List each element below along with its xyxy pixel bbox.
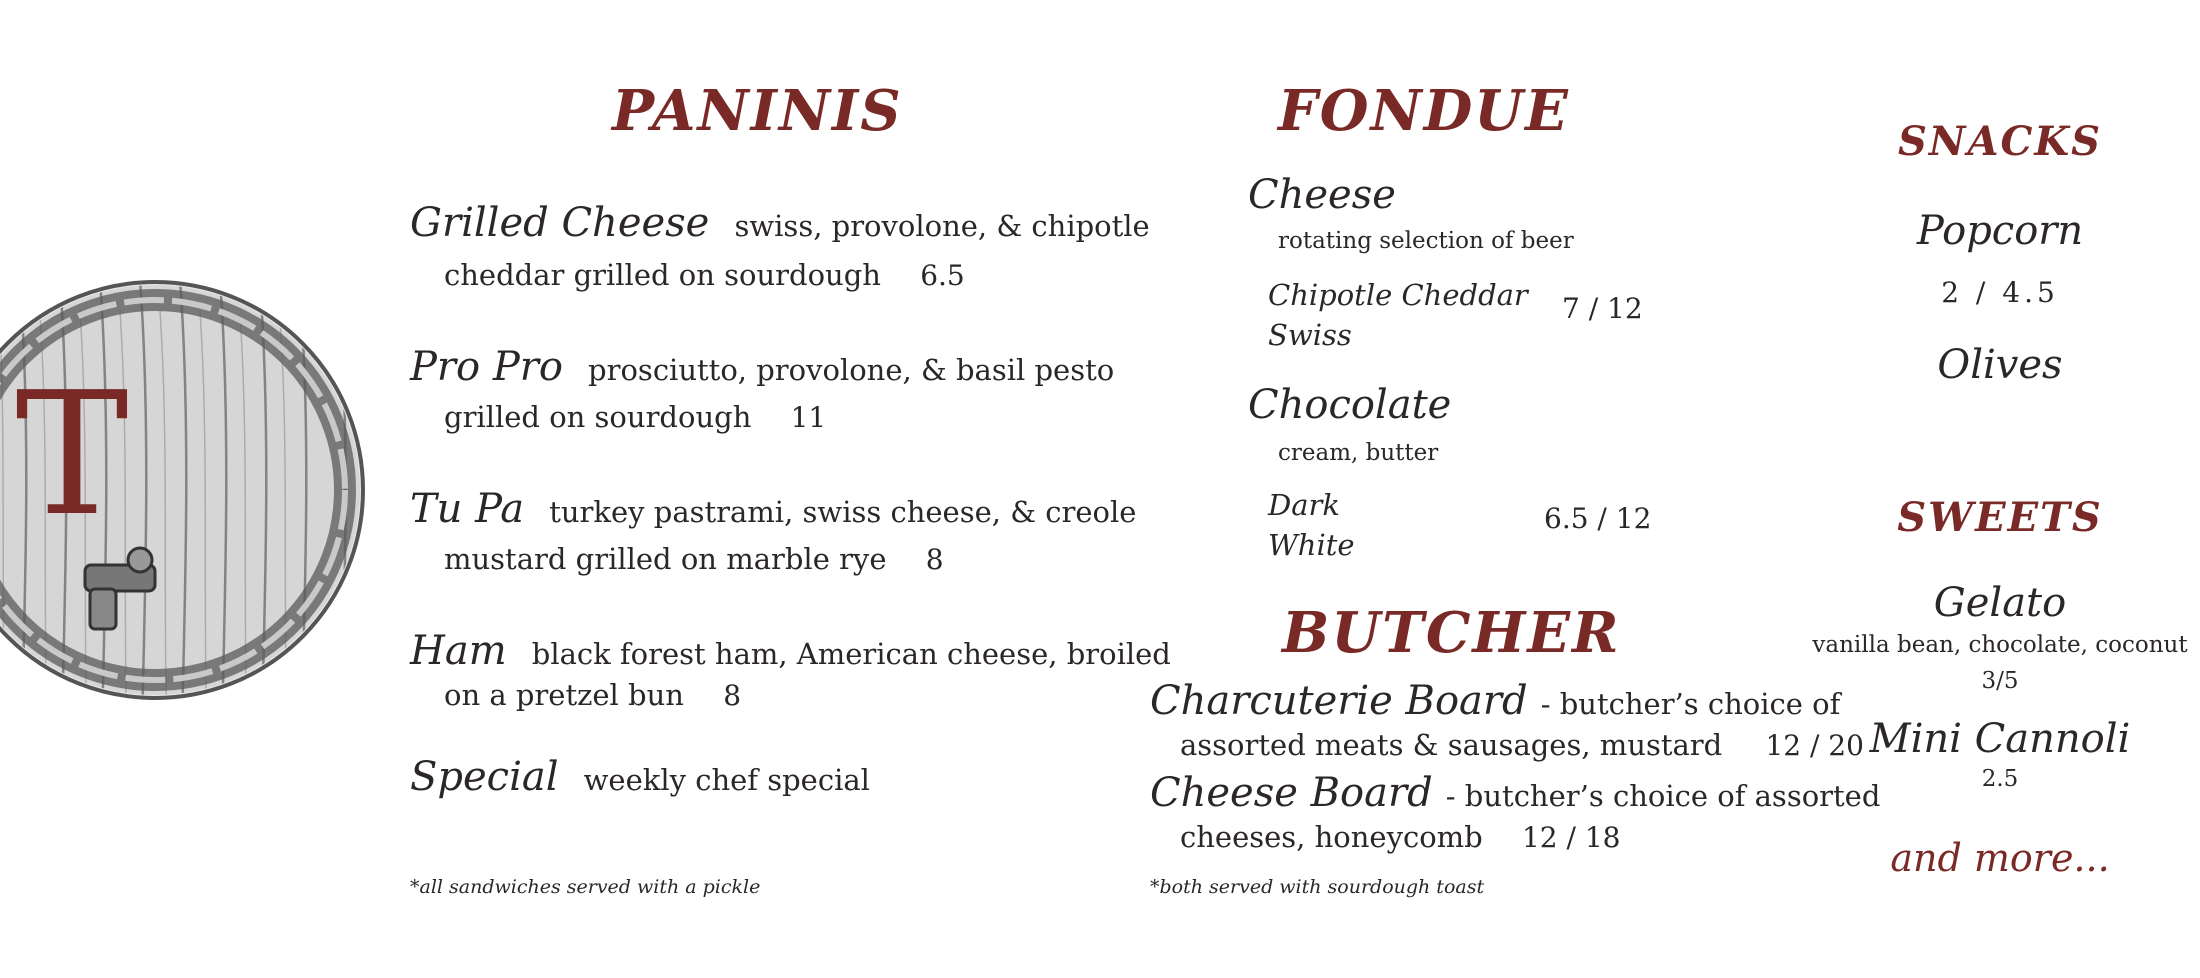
- item-desc: prosciutto, provolone, & basil pesto: [588, 353, 1115, 387]
- item-price: 8: [723, 679, 742, 712]
- sweets-heading: SWEETS: [1897, 494, 2103, 541]
- item-desc: cheddar grilled on sourdough: [444, 258, 881, 292]
- snack-price: 2 / 4.5: [1941, 276, 2059, 309]
- snack-name: Olives: [1937, 342, 2063, 388]
- item-desc: swiss, provolone, & chipotle: [734, 209, 1150, 243]
- item-price: 12 / 18: [1521, 821, 1621, 854]
- item-desc: mustard grilled on marble rye: [444, 542, 887, 576]
- sweet-name: Mini Cannoli: [1869, 716, 2131, 762]
- sweet-price: 3/5: [1981, 668, 2019, 694]
- item-desc: cheeses, honeycomb: [1180, 820, 1483, 854]
- fondue-option: Chipotle Cheddar: [1268, 278, 1528, 312]
- item-price: 8: [925, 543, 944, 576]
- snacks-heading: SNACKS: [1898, 118, 2102, 165]
- logo-letter: T: [15, 356, 129, 554]
- panini-item: [410, 344, 1114, 390]
- fondue-option: Dark: [1268, 488, 1340, 522]
- butcher-item: [1150, 770, 1880, 816]
- item-desc: - butcher’s choice of: [1540, 687, 1841, 721]
- item-desc: black forest ham, American cheese, broiled: [531, 637, 1171, 671]
- sweet-price: 2.5: [1981, 766, 2019, 792]
- panini-item: [410, 200, 1150, 246]
- item-price: 11: [790, 401, 827, 434]
- fondue-chocolate-price: 6.5 / 12: [1544, 502, 1652, 535]
- paninis-heading: PANINIS: [612, 78, 903, 144]
- item-name: Grilled Cheese: [410, 200, 710, 246]
- panini-item-line2: [444, 258, 965, 292]
- sweet-name: Gelato: [1933, 580, 2067, 626]
- fondue-chocolate-name: Chocolate: [1248, 382, 1452, 428]
- butcher-footnote: *both served with sourdough toast: [1150, 876, 1485, 898]
- item-name: Cheese Board: [1150, 770, 1433, 816]
- panini-item: [410, 628, 1171, 674]
- butcher-item-line2: [1180, 728, 1864, 762]
- sweet-desc: vanilla bean, chocolate, coconut: [1812, 632, 2188, 658]
- item-desc: weekly chef special: [583, 763, 870, 797]
- fondue-option: White: [1268, 528, 1355, 562]
- item-name: Charcuterie Board: [1150, 678, 1528, 724]
- fondue-heading: FONDUE: [1278, 78, 1570, 144]
- panini-item-line2: [444, 678, 741, 712]
- panini-item: [410, 486, 1136, 532]
- panini-item: [410, 754, 870, 800]
- item-name: Pro Pro: [410, 344, 563, 390]
- item-desc: on a pretzel bun: [444, 678, 684, 712]
- fondue-cheese-desc: rotating selection of beer: [1278, 228, 1574, 254]
- paninis-footnote: *all sandwiches served with a pickle: [410, 876, 761, 898]
- fondue-option: Swiss: [1268, 318, 1352, 352]
- fondue-chocolate-desc: cream, butter: [1278, 440, 1439, 466]
- butcher-item-line2: [1180, 820, 1620, 854]
- item-desc: turkey pastrami, swiss cheese, & creole: [549, 495, 1137, 529]
- item-desc: - butcher’s choice of assorted: [1445, 779, 1881, 813]
- butcher-item: [1150, 678, 1840, 724]
- barrel-logo: [0, 235, 370, 755]
- fondue-cheese-price: 7 / 12: [1562, 292, 1643, 325]
- item-desc: grilled on sourdough: [444, 400, 752, 434]
- snack-name: Popcorn: [1916, 208, 2084, 254]
- fondue-cheese-name: Cheese: [1248, 172, 1396, 218]
- and-more-text: and more...: [1890, 836, 2110, 880]
- panini-item-line2: [444, 400, 826, 434]
- item-price: 6.5: [920, 259, 965, 292]
- item-name: Ham: [410, 628, 507, 674]
- item-price: 12 / 20: [1765, 729, 1864, 762]
- panini-item-line2: [444, 542, 944, 576]
- item-name: Special: [410, 754, 559, 800]
- item-name: Tu Pa: [410, 486, 525, 532]
- butcher-heading: BUTCHER: [1282, 600, 1621, 666]
- item-desc: assorted meats & sausages, mustard: [1180, 728, 1723, 762]
